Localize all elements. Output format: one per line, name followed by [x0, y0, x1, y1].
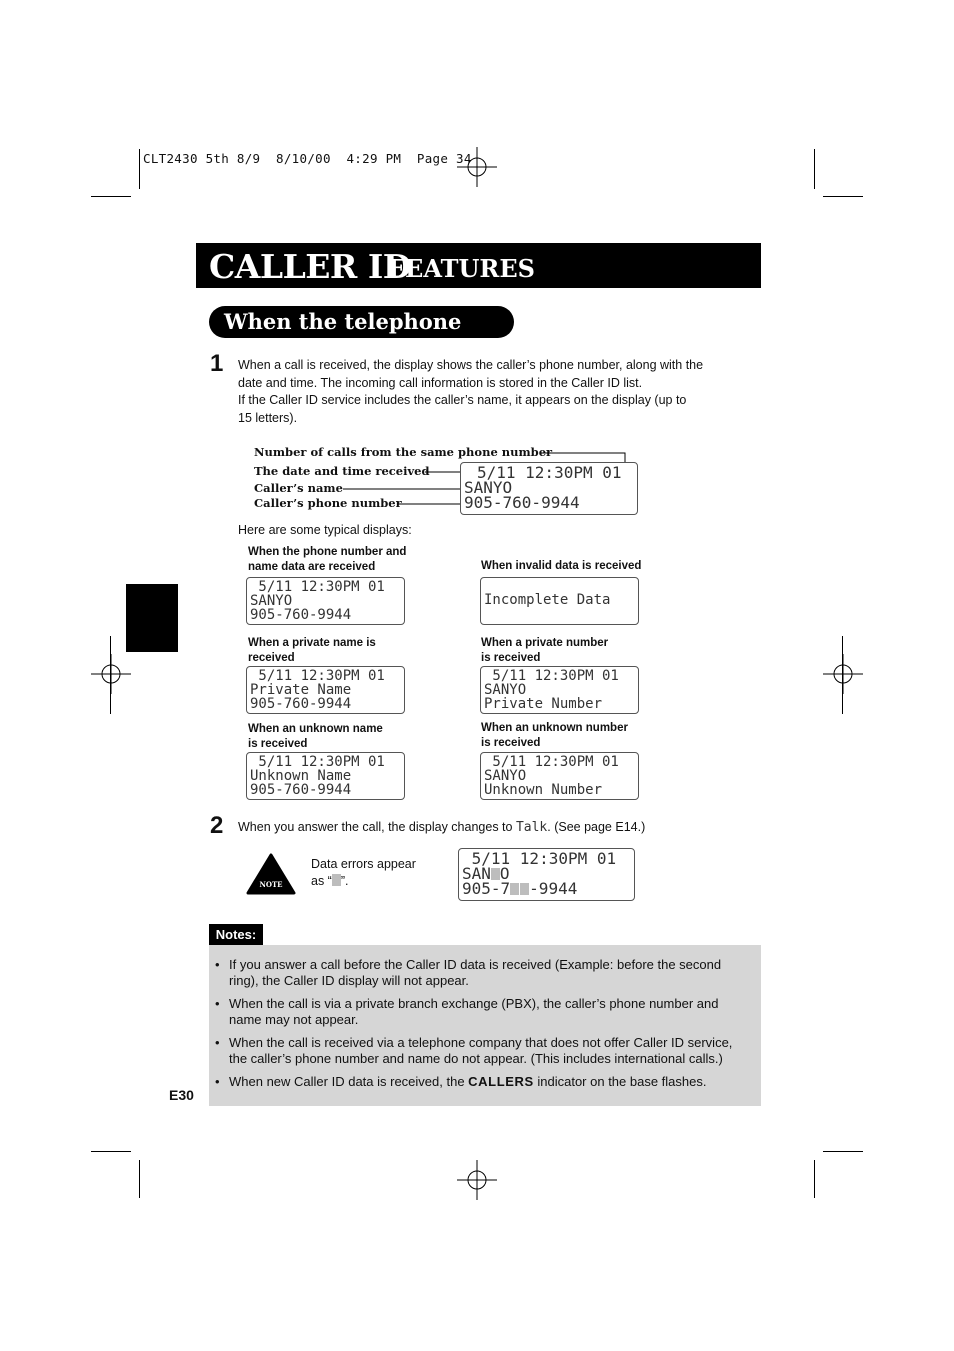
- display-caption: When the phone number and name data are received: [248, 546, 407, 573]
- label-caller-phone: Caller’s phone number: [254, 496, 402, 510]
- display-caption: When a private number is received: [481, 637, 609, 664]
- note-icon-label: NOTE: [259, 880, 283, 889]
- notes-list: [215, 957, 751, 1090]
- talk-display-text: Talk: [515, 820, 548, 835]
- display-caption: When a private name is received: [248, 637, 376, 664]
- lcd-annotated: 5/11 12:30PM 01 SANYO 905-760-9944: [460, 462, 638, 515]
- error-block-swatch: [332, 874, 341, 886]
- typical-intro: Here are some typical displays:: [238, 523, 412, 537]
- display-caption: When an unknown name is received: [248, 723, 383, 750]
- registration-mark-right: [823, 654, 863, 694]
- error-block: [510, 883, 519, 895]
- notes-label: Notes:: [209, 924, 263, 945]
- title-sub: FEATURES: [388, 254, 535, 283]
- printer-slug: CLT2430 5th 8/9 8/10/00 4:29 PM Page 34: [143, 151, 472, 166]
- registration-mark-bottom: [457, 1160, 497, 1200]
- step-1-number: 1: [210, 350, 224, 377]
- step-2-text: When you answer the call, the display changes to Talk. (See page E14.): [238, 820, 646, 835]
- step-1-text: When a call is received, the display shows the caller’s phone number, along with the date and time. The incoming call information is stored in the Caller ID list. If the Caller ID service includes the caller’s name, it appears on the display (up to 15 letters).: [238, 358, 704, 425]
- display-caption: When invalid data is received: [481, 560, 642, 572]
- lcd-error-example: 5/11 12:30PM 01 SAN O 905-7 -9944: [458, 848, 635, 901]
- note-item: • When new Caller ID data is received, the CALLERS indicator on the base flashes.: [215, 1074, 751, 1090]
- note-item: • When the call is via a private branch exchange (PBX), the caller’s phone number and name may not appear.: [215, 996, 751, 1028]
- step-2-number: 2: [210, 812, 224, 839]
- note-text: Data errors appear as “ ”.: [311, 857, 416, 888]
- crop-line-right: [842, 636, 843, 714]
- label-date-time: The date and time received: [254, 464, 430, 478]
- note-item: • If you answer a call before the Caller ID data is received (Example: before the second ring), the Caller ID display will not appear.: [215, 957, 751, 989]
- notes-box: [209, 945, 761, 1106]
- title-main: CALLER ID: [209, 247, 411, 286]
- callers-indicator-label: CALLERS: [468, 1074, 534, 1089]
- label-call-count: Number of calls from the same phone number: [254, 445, 553, 459]
- lcd-display: Incomplete Data: [480, 577, 639, 625]
- lcd-display: 5/11 12:30PM 01 Private Name 905-760-9944: [246, 666, 405, 714]
- error-block: [520, 883, 529, 895]
- page-number: E30: [169, 1087, 194, 1103]
- lcd-display: 5/11 12:30PM 01 SANYO Unknown Number: [480, 752, 639, 800]
- display-caption: When an unknown number is received: [481, 722, 628, 749]
- label-caller-name: Caller’s name: [254, 481, 343, 495]
- registration-mark-left: [91, 654, 131, 694]
- note-item: • When the call is received via a telephone company that does not offer Caller ID service, the caller’s phone number and name do not appear. (This includes international calls.): [215, 1035, 751, 1067]
- crop-line-left: [110, 636, 111, 714]
- lcd-display: 5/11 12:30PM 01 SANYO Private Number: [480, 666, 639, 714]
- section-heading: When the telephone rings: [209, 306, 514, 338]
- chapter-tab: [126, 584, 178, 652]
- lcd-display: 5/11 12:30PM 01 Unknown Name 905-760-9944: [246, 752, 405, 800]
- lcd-display: 5/11 12:30PM 01 SANYO 905-760-9944: [246, 577, 405, 625]
